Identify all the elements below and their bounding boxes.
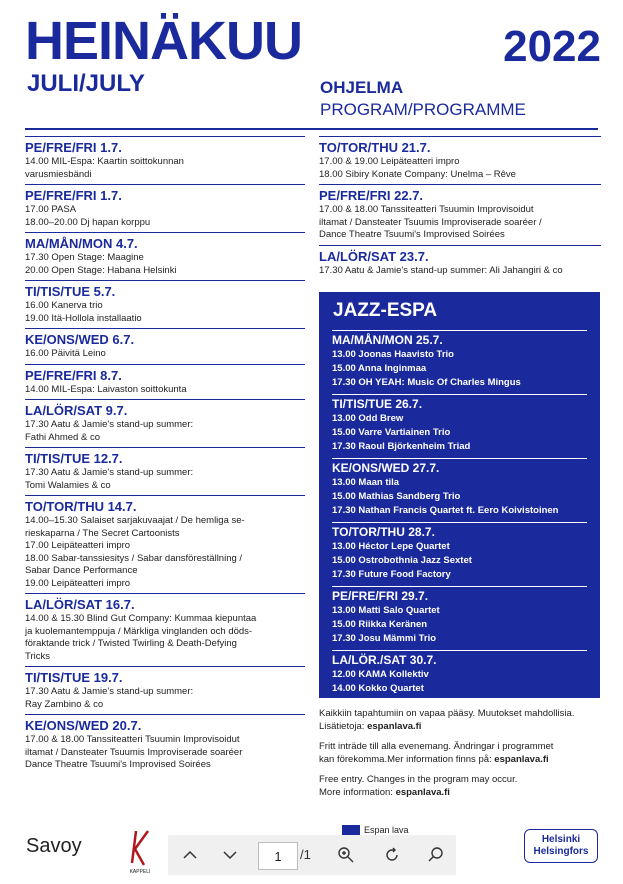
event-day-heading: TI/TIS/TUE 5.7. [25, 284, 116, 299]
note-swedish: Fritt inträde till alla evenemang. Ändringar i programmet kan förekomma.Mer information finns på: espanlava.fi [319, 741, 554, 765]
helsinki-logo: Helsinki Helsingfors [524, 829, 598, 863]
event-day-heading: TI/TIS/TUE 26.7. [332, 397, 423, 411]
event-day [25, 714, 305, 772]
event-line: Fathi Ahmed & co [25, 431, 100, 443]
sponsor-footer [0, 815, 623, 884]
event-day [25, 495, 305, 590]
event-day-heading: KE/ONS/WED 6.7. [25, 332, 135, 347]
event-line: 15.00 Riikka Keränen [332, 619, 428, 630]
event-line: 13.00 Joonas Haavisto Trio [332, 349, 454, 360]
espanlava-label: Espan lava [364, 825, 409, 835]
event-day-heading: TO/TOR/THU 14.7. [25, 499, 137, 514]
event-day [332, 394, 587, 454]
event-line: iltamat / Dansteater Tsuumis Improviserade soaréer / [319, 216, 542, 228]
event-line: 17.30 Aatu & Jamie's stand-up summer: [25, 686, 194, 697]
next-page-button[interactable] [212, 835, 248, 875]
event-line: 14.00 MIL-Espa: Laivaston soittokunta [25, 383, 187, 395]
event-day [332, 586, 587, 646]
event-line: 16.00 Päivitä Leino [25, 348, 106, 359]
zoom-in-icon [337, 846, 355, 864]
note-english: Free entry. Changes in the program may occur. More information: espanlava.fi [319, 774, 518, 798]
event-line: 17.30 Nathan Francis Quartet ft. Eero Koivistoinen [332, 505, 559, 516]
right-event-column [319, 136, 601, 280]
rotate-icon [383, 846, 401, 864]
event-day-heading: TI/TIS/TUE 19.7. [25, 670, 123, 685]
event-line: 17.30 Future Food Factory [332, 569, 451, 580]
event-line: 13.00 Héctor Lepe Quartet [332, 541, 450, 552]
event-day [332, 330, 587, 390]
zoom-in-button[interactable] [328, 835, 364, 875]
website-link[interactable]: espanlava.fi [395, 786, 450, 798]
pdf-viewer-toolbar [168, 835, 456, 875]
kappeli-k-icon [120, 825, 160, 875]
event-day [319, 184, 601, 242]
year-label: 2022 [503, 22, 601, 71]
event-line: Dance Theatre Tsuumi's Improvised Soirées [25, 759, 211, 770]
event-line: 17.30 Open Stage: Maagine [25, 252, 144, 263]
event-line: 18.00 Sibiry Konate Company: Unelma – Rêve [319, 168, 516, 180]
event-day-heading: LA/LÖR/SAT 16.7. [25, 597, 135, 612]
event-day [25, 399, 305, 444]
header-divider [25, 128, 598, 130]
event-day-heading: TO/TOR/THU 21.7. [319, 140, 431, 155]
event-line: 14.00–15.30 Salaiset sarjakuvaajat / De hemliga se- [25, 515, 245, 526]
event-day-heading: PE/FRE/FRI 22.7. [319, 188, 424, 203]
page-total: /1 [300, 847, 311, 862]
event-line: 17.00 PASA [25, 204, 77, 215]
event-line: 17.00 & 18.00 Tanssiteatteri Tsuumin Improvisoidut [319, 204, 534, 215]
event-line: 17.30 Aatu & Jamie's stand-up summer: Ali Jahangiri & co [319, 264, 563, 276]
page-subtitle: JULI/JULY [27, 70, 145, 97]
jazz-title: JAZZ-ESPA [333, 300, 438, 321]
website-link[interactable]: espanlava.fi [367, 720, 422, 732]
event-day-heading: PE/FRE/FRI 1.7. [25, 140, 122, 155]
previous-page-button[interactable] [172, 835, 208, 875]
chevron-up-icon [182, 847, 198, 863]
search-icon [427, 846, 445, 864]
event-day [319, 136, 601, 181]
event-day [25, 666, 305, 711]
event-line: 17.30 Josu Mämmi Trio [332, 633, 437, 644]
event-line: Tomi Walamies & co [25, 479, 111, 491]
event-line: 13.00 Maan tila [332, 477, 400, 488]
page-title: HEINÄKUU [25, 11, 303, 71]
event-day-heading: TO/TOR/THU 28.7. [332, 525, 435, 539]
event-line: varusmiesbändi [25, 168, 92, 180]
event-line: Dance Theatre Tsuumi's Improvised Soirées [319, 229, 505, 240]
event-line: 17.00 & 18.00 Tanssiteatteri Tsuumin Improvisoidut [25, 734, 240, 745]
program-heading: OHJELMA [320, 78, 404, 97]
event-line: 17.30 OH YEAH: Music Of Charles Mingus [332, 377, 521, 388]
event-day [25, 364, 305, 397]
event-day [25, 280, 305, 325]
event-day [332, 650, 587, 696]
event-day-heading: LA/LÖR./SAT 30.7. [332, 653, 437, 667]
event-line: 17.00 Leipäteatteri impro [25, 540, 131, 551]
event-line: 16.00 Kanerva trio [25, 300, 103, 311]
event-line: 15.00 Ostrobothnia Jazz Sextet [332, 555, 472, 566]
event-line: 13.00 Odd Brew [332, 413, 404, 424]
event-line: 14.00 & 15.30 Blind Gut Company: Kummaa kiepuntaa [25, 613, 257, 624]
event-day [25, 328, 305, 361]
event-line: Ray Zambino & co [25, 698, 104, 710]
event-line: 18.00–20.00 Dj hapan korppu [25, 216, 151, 228]
jazz-day-list [332, 330, 587, 700]
left-event-column [25, 136, 305, 775]
event-line: Tricks [25, 650, 50, 662]
search-button[interactable] [418, 835, 454, 875]
event-day [319, 245, 601, 278]
event-day [25, 136, 305, 181]
event-line: 20.00 Open Stage: Habana Helsinki [25, 264, 177, 276]
rotate-button[interactable] [374, 835, 410, 875]
event-day-heading: LA/LÖR/SAT 9.7. [25, 403, 128, 418]
event-line: 15.00 Varre Vartiainen Trio [332, 427, 451, 438]
event-line: 14.00 MIL-Espa: Kaartin soittokunnan [25, 156, 184, 167]
event-day [332, 458, 587, 518]
event-day [25, 184, 305, 229]
event-line: 12.00 KAMA Kollektiv [332, 669, 429, 680]
event-line: 17.30 Raoul Björkenheim Triad [332, 441, 471, 452]
event-line: 15.00 Mathias Sandberg Trio [332, 491, 461, 502]
event-line: 17.30 Aatu & Jamie's stand-up summer: [25, 467, 194, 478]
savoy-logo: Savoy [26, 835, 82, 857]
page-number-input[interactable]: 1 [258, 842, 298, 870]
event-day [25, 593, 305, 663]
event-day-heading: PE/FRE/FRI 29.7. [332, 589, 429, 603]
event-line: 17.00 & 19.00 Leipäteatteri impro [319, 156, 460, 167]
program-subheading: PROGRAM/PROGRAMME [320, 100, 526, 119]
event-line: 17.30 Aatu & Jamie's stand-up summer: [25, 419, 194, 430]
event-line: 19.00 Itä-Hollola installaatio [25, 312, 142, 324]
event-line: Sabar Dance Performance [25, 565, 138, 576]
event-day-heading: MA/MÅN/MON 4.7. [25, 236, 138, 251]
event-day-heading: TI/TIS/TUE 12.7. [25, 451, 123, 466]
event-day [25, 447, 305, 492]
chevron-down-icon [222, 847, 238, 863]
event-line: 15.00 Anna Inginmaa [332, 363, 427, 374]
event-line: 19.00 Leipäteatteri impro [25, 577, 131, 589]
event-day-heading: PE/FRE/FRI 8.7. [25, 367, 122, 383]
event-day-heading: MA/MÅN/MON 25.7. [332, 333, 443, 347]
event-line: föraktande trick / Twisted Twirling & Death-Defying [25, 638, 237, 649]
website-link[interactable]: espanlava.fi [494, 753, 549, 765]
event-line: 13.00 Matti Salo Quartet [332, 605, 440, 616]
jazz-espa-box [319, 292, 600, 698]
event-line: 18.00 Sabar-tanssiesitys / Sabar dansföreställning / [25, 552, 243, 564]
event-day-heading: LA/LÖR/SAT 23.7. [319, 248, 429, 264]
event-day-heading: PE/FRE/FRI 1.7. [25, 188, 122, 203]
event-line: ja kuolemantemppuja / Märkliga vinglanden och döds- [25, 625, 253, 637]
event-line: iltamat / Dansteater Tsuumis Improviserade soaréer [25, 746, 243, 758]
event-day [25, 232, 305, 277]
kappeli-logo [120, 825, 160, 875]
event-line: 14.00 Kokko Quartet [332, 683, 424, 694]
svg-text:KAPPELI: KAPPELI [129, 869, 151, 875]
event-day [332, 522, 587, 582]
event-line: rieskaparna / The Secret Cartoonists [25, 527, 180, 539]
note-finnish: Kaikkiin tapahtumiin on vapaa pääsy. Muutokset mahdollisia. Lisätietoja: espanlava.fi [319, 708, 575, 732]
event-day-heading: KE/ONS/WED 27.7. [332, 461, 440, 475]
event-day-heading: KE/ONS/WED 20.7. [25, 718, 142, 733]
info-notes [319, 708, 604, 807]
